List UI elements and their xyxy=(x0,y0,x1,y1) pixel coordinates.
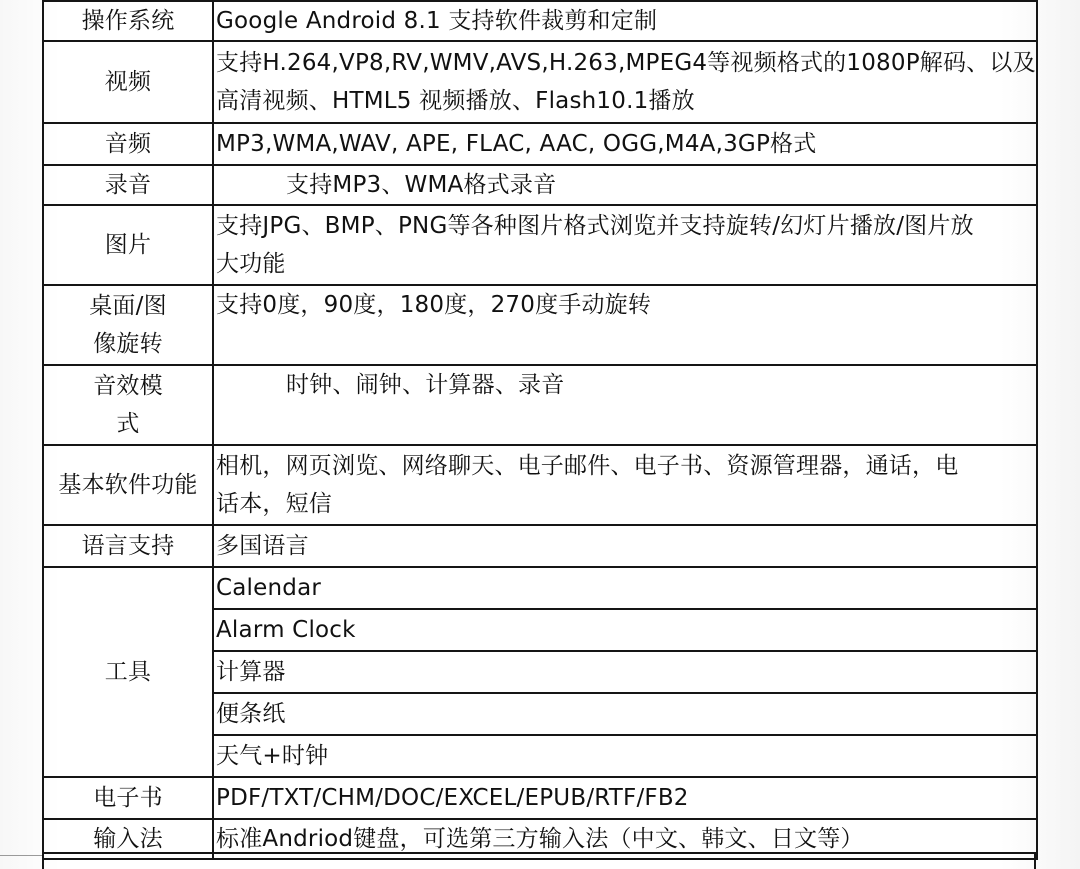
table-row-audio xyxy=(43,123,1037,165)
row-value-sound-mode-text: 时钟、闹钟、计算器、录音 xyxy=(286,372,565,398)
row-value-tools-calculator: 计算器 xyxy=(213,651,1037,693)
row-label-rotation-line-2: 像旋转 xyxy=(93,331,163,357)
row-label-sound-mode xyxy=(43,365,213,445)
row-value-tools-calendar: Calendar xyxy=(213,567,1037,609)
row-value-input-method: 标准Andriod键盘，可选第三方输入法（中文、韩文、日文等） xyxy=(213,819,1037,859)
row-value-os: Google Android 8.1 支持软件裁剪和定制 xyxy=(213,1,1037,41)
row-label-rotation-line-1: 桌面/图 xyxy=(89,293,167,319)
table-bottom-border xyxy=(42,852,1036,854)
row-value-language: 多国语言 xyxy=(213,525,1037,567)
row-label-sound-mode-line-1: 音效模 xyxy=(93,373,163,399)
row-label-sound-mode-line-2: 式 xyxy=(116,411,140,437)
row-value-rotation: 支持0度，90度，180度，270度手动旋转 xyxy=(213,285,1037,365)
table-row-basic-software xyxy=(43,445,1037,525)
row-label-language: 语言支持 xyxy=(43,525,213,567)
row-label-basic-software: 基本软件功能 xyxy=(43,445,213,525)
row-value-tools-alarm-clock: Alarm Clock xyxy=(213,609,1037,651)
row-value-picture xyxy=(213,205,1037,285)
row-value-sound-mode xyxy=(213,365,1037,445)
table-row-os xyxy=(43,1,1037,41)
row-label-tools: 工具 xyxy=(43,567,213,777)
spec-table xyxy=(42,0,1038,860)
row-label-rotation xyxy=(43,285,213,365)
row-value-record xyxy=(213,165,1037,205)
row-value-basic-software xyxy=(213,445,1037,525)
table-row-picture xyxy=(43,205,1037,285)
row-label-record: 录音 xyxy=(43,165,213,205)
table-row-record xyxy=(43,165,1037,205)
table-row-sound-mode xyxy=(43,365,1037,445)
row-label-video: 视频 xyxy=(43,41,213,123)
table-row-video xyxy=(43,41,1037,123)
row-value-record-text: 支持MP3、WMA格式录音 xyxy=(286,172,557,198)
row-value-audio: MP3,WMA,WAV, APE, FLAC, AAC, OGG,M4A,3GP格式 xyxy=(213,123,1037,165)
table-row-rotation xyxy=(43,285,1037,365)
row-value-tools-weather-clock: 天气+时钟 xyxy=(213,735,1037,777)
table-right-border-continuation xyxy=(1034,852,1036,869)
table-row-language xyxy=(43,525,1037,567)
row-value-video-line-2: 高清视频、HTML5 视频播放、Flash10.1播放 xyxy=(216,88,695,114)
row-label-audio: 音频 xyxy=(43,123,213,165)
row-value-tools-notepad: 便条纸 xyxy=(213,693,1037,735)
row-label-os: 操作系统 xyxy=(43,1,213,41)
row-value-basic-software-line-1: 相机，网页浏览、网络聊天、电子邮件、电子书、资源管理器，通话，电 xyxy=(216,453,959,479)
table-left-border-continuation xyxy=(42,852,44,869)
row-value-basic-software-line-2: 话本，短信 xyxy=(216,491,332,517)
row-value-video-line-1: 支持H.264,VP8,RV,WMV,AVS,H.263,MPEG4等视频格式的1080P解码、以及 xyxy=(216,50,1036,76)
row-value-picture-line-2: 大功能 xyxy=(216,251,286,277)
page-edge-line xyxy=(0,855,42,856)
row-value-video xyxy=(213,41,1037,123)
row-label-picture: 图片 xyxy=(43,205,213,285)
row-label-input-method: 输入法 xyxy=(43,819,213,859)
row-value-picture-line-1: 支持JPG、BMP、PNG等各种图片格式浏览并支持旋转/幻灯片播放/图片放 xyxy=(216,213,974,239)
table-row-tools-1 xyxy=(43,567,1037,609)
table-row-ebook xyxy=(43,777,1037,819)
row-value-ebook: PDF/TXT/CHM/DOC/EXCEL/EPUB/RTF/FB2 xyxy=(213,777,1037,819)
row-label-ebook: 电子书 xyxy=(43,777,213,819)
